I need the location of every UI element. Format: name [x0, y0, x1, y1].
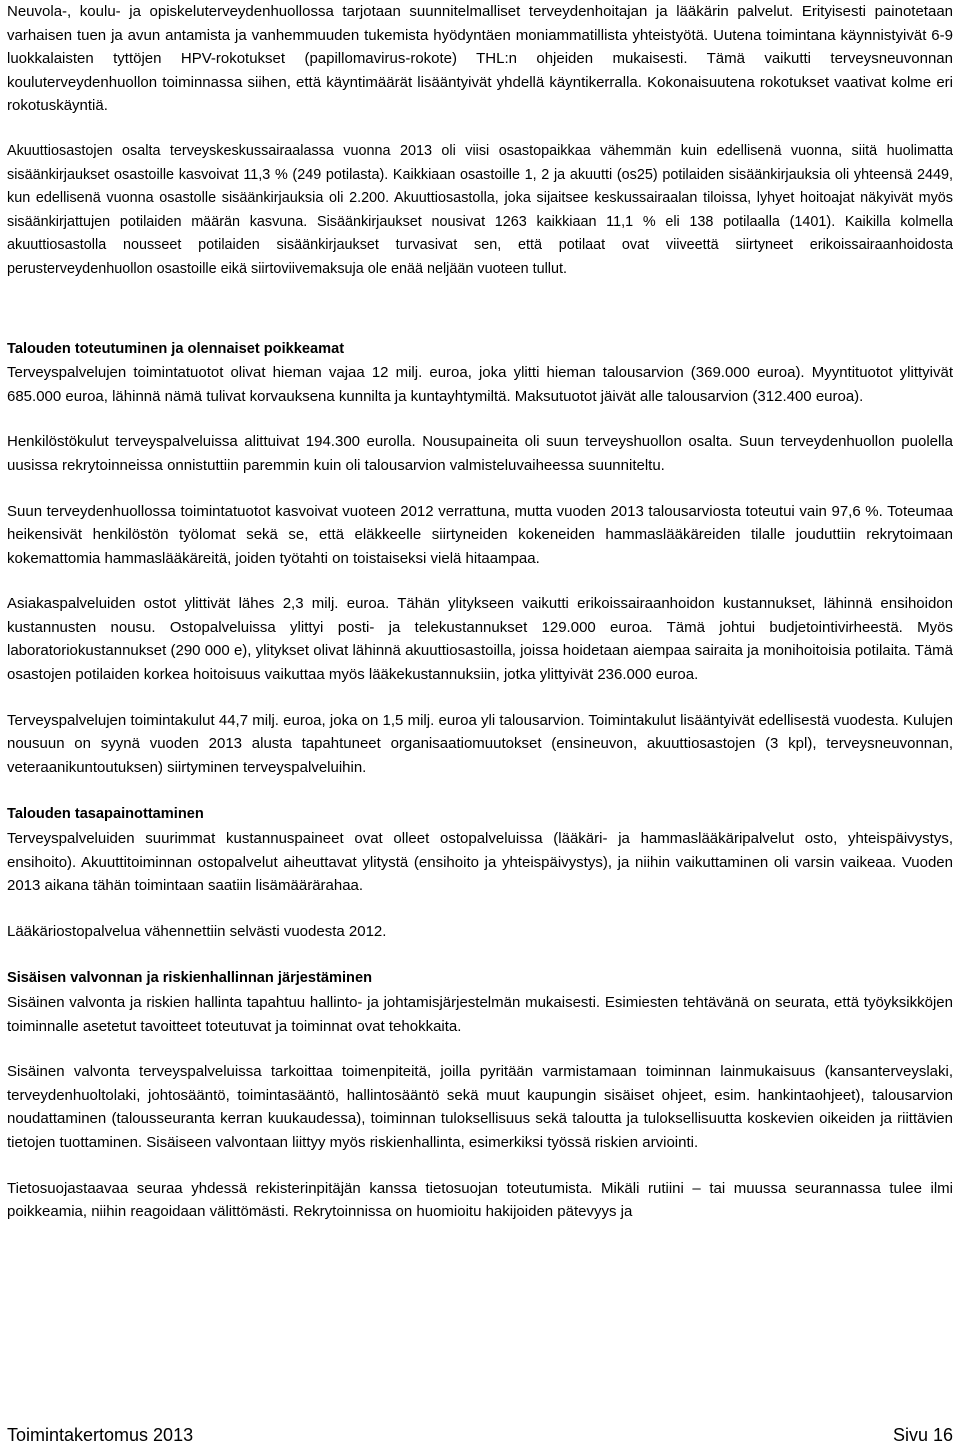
paragraph-data-protection: Tietosuojastaavaa seuraa yhdessä rekisterinpitäjän kanssa tietosuojan toteutumista. Mikäli rutiini – tai muussa seurannassa tulee ilmi poikkeamia, niihin reagoidaan välittömästi. Rekrytoinnissa on huomioitu hakijoiden pätevyys ja [7, 1179, 953, 1221]
heading-financial-balancing: Talouden tasapainottaminen [7, 806, 204, 823]
paragraph-personnel-costs: Henkilöstökulut terveyspalveluissa alittuivat 194.300 eurolla. Nousupaineita oli suun terveyshuollon osalta. Suun terveydenhuollon puolella uusissa rekrytoinneissa onnistuttiin paremmin kuin oli talousarvion valmisteluvaiheessa suunniteltu. [7, 433, 953, 474]
paragraph-operating-expenses: Terveyspalvelujen toimintakulut 44,7 milj. euroa, joka on 1,5 milj. euroa yli talousarvion. Toimintakulut lisääntyivät edellisestä vuodesta. Kulujen nousuun on syynä vuoden 2013 alusta tapahtuneet organisaatiomuutokset (ensineuvon, akuuttiosastojen (3 kpl), terveysneuvonnan, veteraanikuntoutuksen) siirtyminen terveyspalveluihin. [7, 711, 953, 776]
paragraph-acute-wards: Akuuttiosastojen osalta terveyskeskussairaalassa vuonna 2013 oli viisi osastopaikkaa vähemmän kuin edellisenä vuonna, siitä huolimatta sisäänkirjaukset osastoille kasvoivat 11,3 % (249 potilasta). Kaikkiaan osastoille 1, 2 ja akuutti (os25) potilaiden sisäänkirjauksia oli yhteensä 2449, kun edellisenä vuonna osastolle sisäänkirjauksia oli 2.200. Akuuttiosastolla, joka sijaitsee keskussairaalan tiloissa, lyhyet hoitoajat näkyivät myös sisäänkirjattujen potilaiden määrän kasvuna. Sisäänkirjaukset nousivat 1263 kaikkiaan 11,1 % eli 138 potilaalla (1401). Kaikilla kolmella akuuttiosastolla nousseet potilaiden sisäänkirjaukset turvasivat sen, että potilaat ovat viiveettä siirtyneet erikoissairaanhoidosta perusterveydenhuollon osastoille eikä siirtoviivemaksuja ole enää neljään vuoteen tullut. [7, 142, 953, 277]
paragraph-internal-control-2: Sisäinen valvonta terveyspalveluissa tarkoittaa toimenpiteitä, joilla pyritään varmistamaan toiminnan lainmukaisuus (kansanterveyslaki, terveydenhuoltolaki, johtosääntö, toimintasääntö, hallintosääntö sekä muut kaupungin sisäiset ohjeet, esim. hankintaohjeet), talousarvion noudattaminen (talousseuranta kerran kuukaudessa), toiminnan tuloksellisuus sekä taloutta ja tuloksellisuutta koskevien oikeiden ja riittävien tietojen tuottaminen. Sisäiseen valvontaan liittyy myös riskienhallinta, esimerkiksi työssä riskien arviointi. [7, 1063, 953, 1151]
heading-internal-control: Sisäisen valvonnan ja riskienhallinnan järjestäminen [7, 970, 372, 987]
paragraph-operating-income: Terveyspalvelujen toimintatuotot olivat hieman vajaa 12 milj. euroa, joka ylitti hieman talousarvion (369.000 euroa). Myyntituotot ylittyivät 685.000 euroa, lähinnä nämä tulivat korvauksena kunnilta ja kuntayhtymiltä. Maksutuotot jäivät alle talousarvion (312.400 euroa). [7, 364, 953, 405]
paragraph-child-health-services: Neuvola-, koulu- ja opiskeluterveydenhuollossa tarjotaan suunnitelmalliset terveydenhoitajan ja lääkärin palvelut. Erityisesti painotetaan varhaisen tuen ja avun antamista ja vanhemmuuden tukemista hyödyntäen moniammatillista yhteistyötä. Uutena toimintana käynnistyivät 6-9 luokkalaisten tyttöjen HPV-rokotukset (papillomavirus-rokote) THL:n ohjeiden mukaisesti. Tämä vaikutti terveysneuvonnan kouluterveydenhuollon toiminnassa siihen, että käyntimäärät lisääntyivät yhdellä käyntikerralla. Kokonaisuutena rokotukset vaativat kolme eri rokotuskäyntiä. [7, 3, 953, 115]
page-number: Sivu 16 [892, 1425, 953, 1445]
paragraph-customer-services: Asiakaspalveluiden ostot ylittivät lähes 2,3 milj. euroa. Tähän ylitykseen vaikutti erikoissairaanhoidon kustannukset, lähinnä ensihoidon kustannusten nousu. Ostopalveluissa ylittyi posti- ja telekustannukset 129.000 euroa. Tämä johtui budjetointivirheestä. Myös laboratoriokustannukset (290 000 e), ylitykset olivat lähinnä akuuttiosastoilla, joissa hoidetaan aiempaa sairaita ja monihoitoisia potilaita. Tämä osastojen potilaiden korkea hoitoisuus vaikuttaa myös lääkekustannuksiin, jotka ylittyivät 236.000 euroa. [7, 595, 953, 684]
document-page [7, 0, 953, 1224]
paragraph-internal-control-1: Sisäinen valvonta ja riskien hallinta tapahtuu hallinto- ja johtamisjärjestelmän mukaisesti. Esimiesten tehtävänä on seurata, että työyksikköjen toiminnalle asetetut tavoitteet toteutuvat ja toiminnat ovat tehokkaita. [7, 994, 953, 1035]
paragraph-cost-pressures: Terveyspalveluiden suurimmat kustannuspaineet ovat olleet ostopalveluissa (lääkäri- ja hammaslääkäripalvelut osto, yhteispäivystys, ensihoito). Akuuttitoiminnan ostopalvelut aiheuttavat ylitystä (ensihoito ja yhteispäivystys), ja niihin vaikuttaminen oli varsin vaikeaa. Vuoden 2013 aikana tähän toimintaan saatiin lisämäärärahaa. [7, 830, 953, 895]
footer-title: Toimintakertomus 2013 [7, 1425, 194, 1445]
page-footer [7, 1424, 953, 1446]
paragraph-doctor-services: Lääkäriostopalvelua vähennettiin selvästi vuodesta 2012. [7, 922, 387, 940]
paragraph-oral-health: Suun terveydenhuollossa toimintatuotot kasvoivat vuoteen 2012 verrattuna, mutta vuoden 2013 talousarviosta toteutui vain 97,6 %. Toteumaa heikensivät henkilöstön työlomat sekä se, että eläkkeelle siirtyneiden kokeneiden hammaslääkäreiden tilalle jouduttiin rekrytoimaan kokemattomia hammaslääkäreitä, joiden työtahti on toistaiseksi vielä hitaampaa. [7, 502, 953, 567]
heading-financial-realization: Talouden toteutuminen ja olennaiset poikkeamat [7, 340, 345, 357]
